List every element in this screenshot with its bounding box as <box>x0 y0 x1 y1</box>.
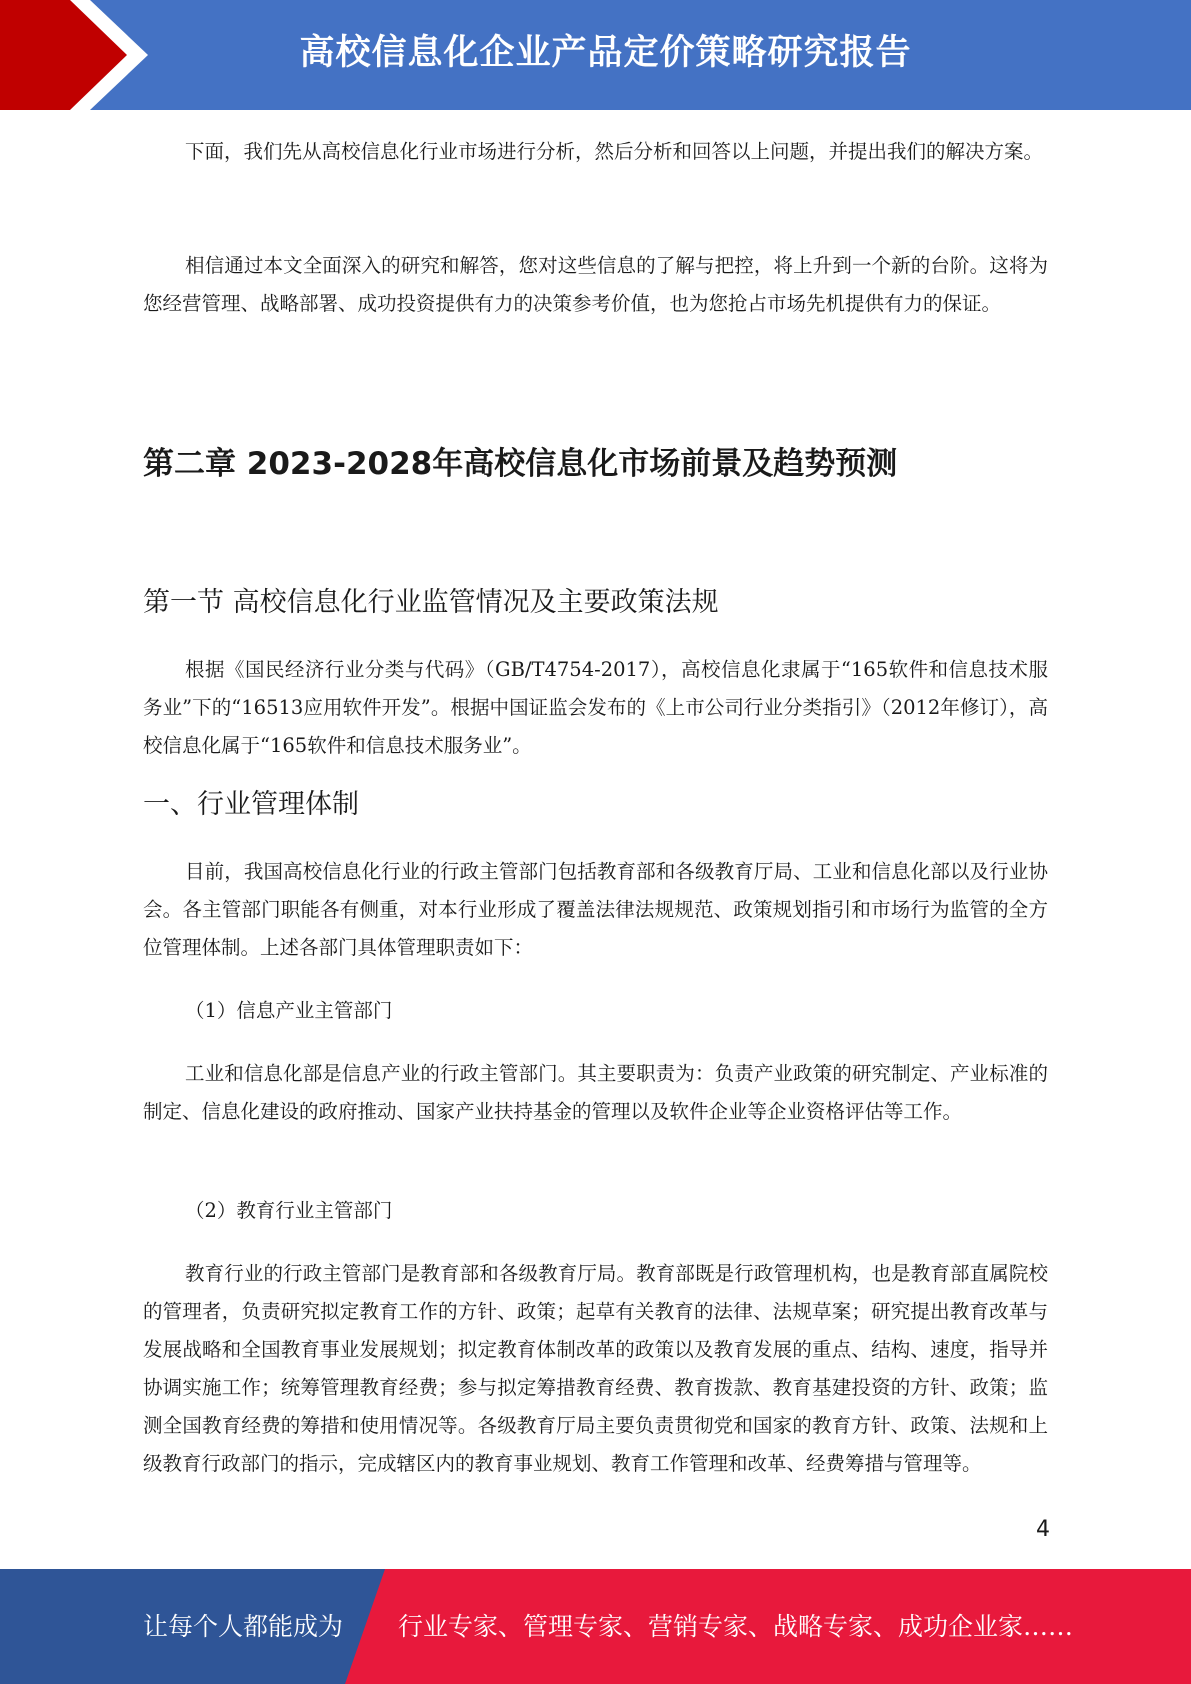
page-header <box>0 0 1191 110</box>
report-title: 高校信息化企业产品定价策略研究报告 <box>299 33 912 73</box>
subsection-title: 一、行业管理体制 <box>143 789 359 820</box>
page-footer <box>0 1569 1191 1684</box>
intro-paragraph-2: 相信通过本文全面深入的研究和解答，您对这些信息的了解与把控，将上升到一个新的台阶。这将为您经营管理、战略部署、成功投资提供有力的决策参考价值，也为您抢占市场先机提供有力的保证。 <box>143 254 1048 315</box>
miit-paragraph: 工业和信息化部是信息产业的行政主管部门。其主要职责为：负责产业政策的研究制定、产业标准的制定、信息化建设的政府推动、国家产业扶持基金的管理以及软件企业等企业资格评估等工作。 <box>143 1062 1048 1123</box>
footer-slogan-right: 行业专家、管理专家、营销专家、战略专家、成功企业家…… <box>398 1612 1074 1641</box>
education-paragraph: 教育行业的行政主管部门是教育部和各级教育厅局。教育部既是行政管理机构，也是教育部直属院校的管理者，负责研究拟定教育工作的方针、政策；起草有关教育的法律、法规草案；研究提出教育改革与发展战略和全国教育事业发展规划；拟定教育体制改革的政策以及教育发展的重点、结构、速度，指导并协调实施工作；统筹管理教育经费；参与拟定筹措教育经费、教育拨款、教育基建投资的方针、政策；监测全国教育经费的筹措和使用情况等。各级教育厅局主要负责贯彻党和国家的教育方针、政策、法规和上级教育行政部门的指示，完成辖区内的教育事业规划、教育工作管理和改革、经费筹措与管理等。 <box>143 1262 1048 1475</box>
intro-paragraph-1: 下面，我们先从高校信息化行业市场进行分析，然后分析和回答以上问题，并提出我们的解决方案。 <box>185 140 1044 163</box>
list-item-2: （2）教育行业主管部门 <box>185 1199 393 1222</box>
classification-paragraph: 根据《国民经济行业分类与代码》（GB/T4754-2017），高校信息化隶属于“165软件和信息技术服务业”下的“16513应用软件开发”。根据中国证监会发布的《上市公司行业分类指引》（2012年修订），高校信息化属于“165软件和信息技术服务业”。 <box>143 658 1048 757</box>
list-item-1: （1）信息产业主管部门 <box>185 999 393 1022</box>
chapter-title: 第二章 2023-2028年高校信息化市场前景及趋势预测 <box>143 446 898 482</box>
section-title: 第一节 高校信息化行业监管情况及主要政策法规 <box>143 587 719 618</box>
page-number: 4 <box>1036 1517 1050 1542</box>
management-paragraph: 目前，我国高校信息化行业的行政主管部门包括教育部和各级教育厅局、工业和信息化部以及行业协会。各主管部门职能各有侧重，对本行业形成了覆盖法律法规规范、政策规划指引和市场行为监管的全方位管理体制。上述各部门具体管理职责如下： <box>143 860 1048 959</box>
footer-slogan-left: 让每个人都能成为 <box>143 1612 344 1641</box>
